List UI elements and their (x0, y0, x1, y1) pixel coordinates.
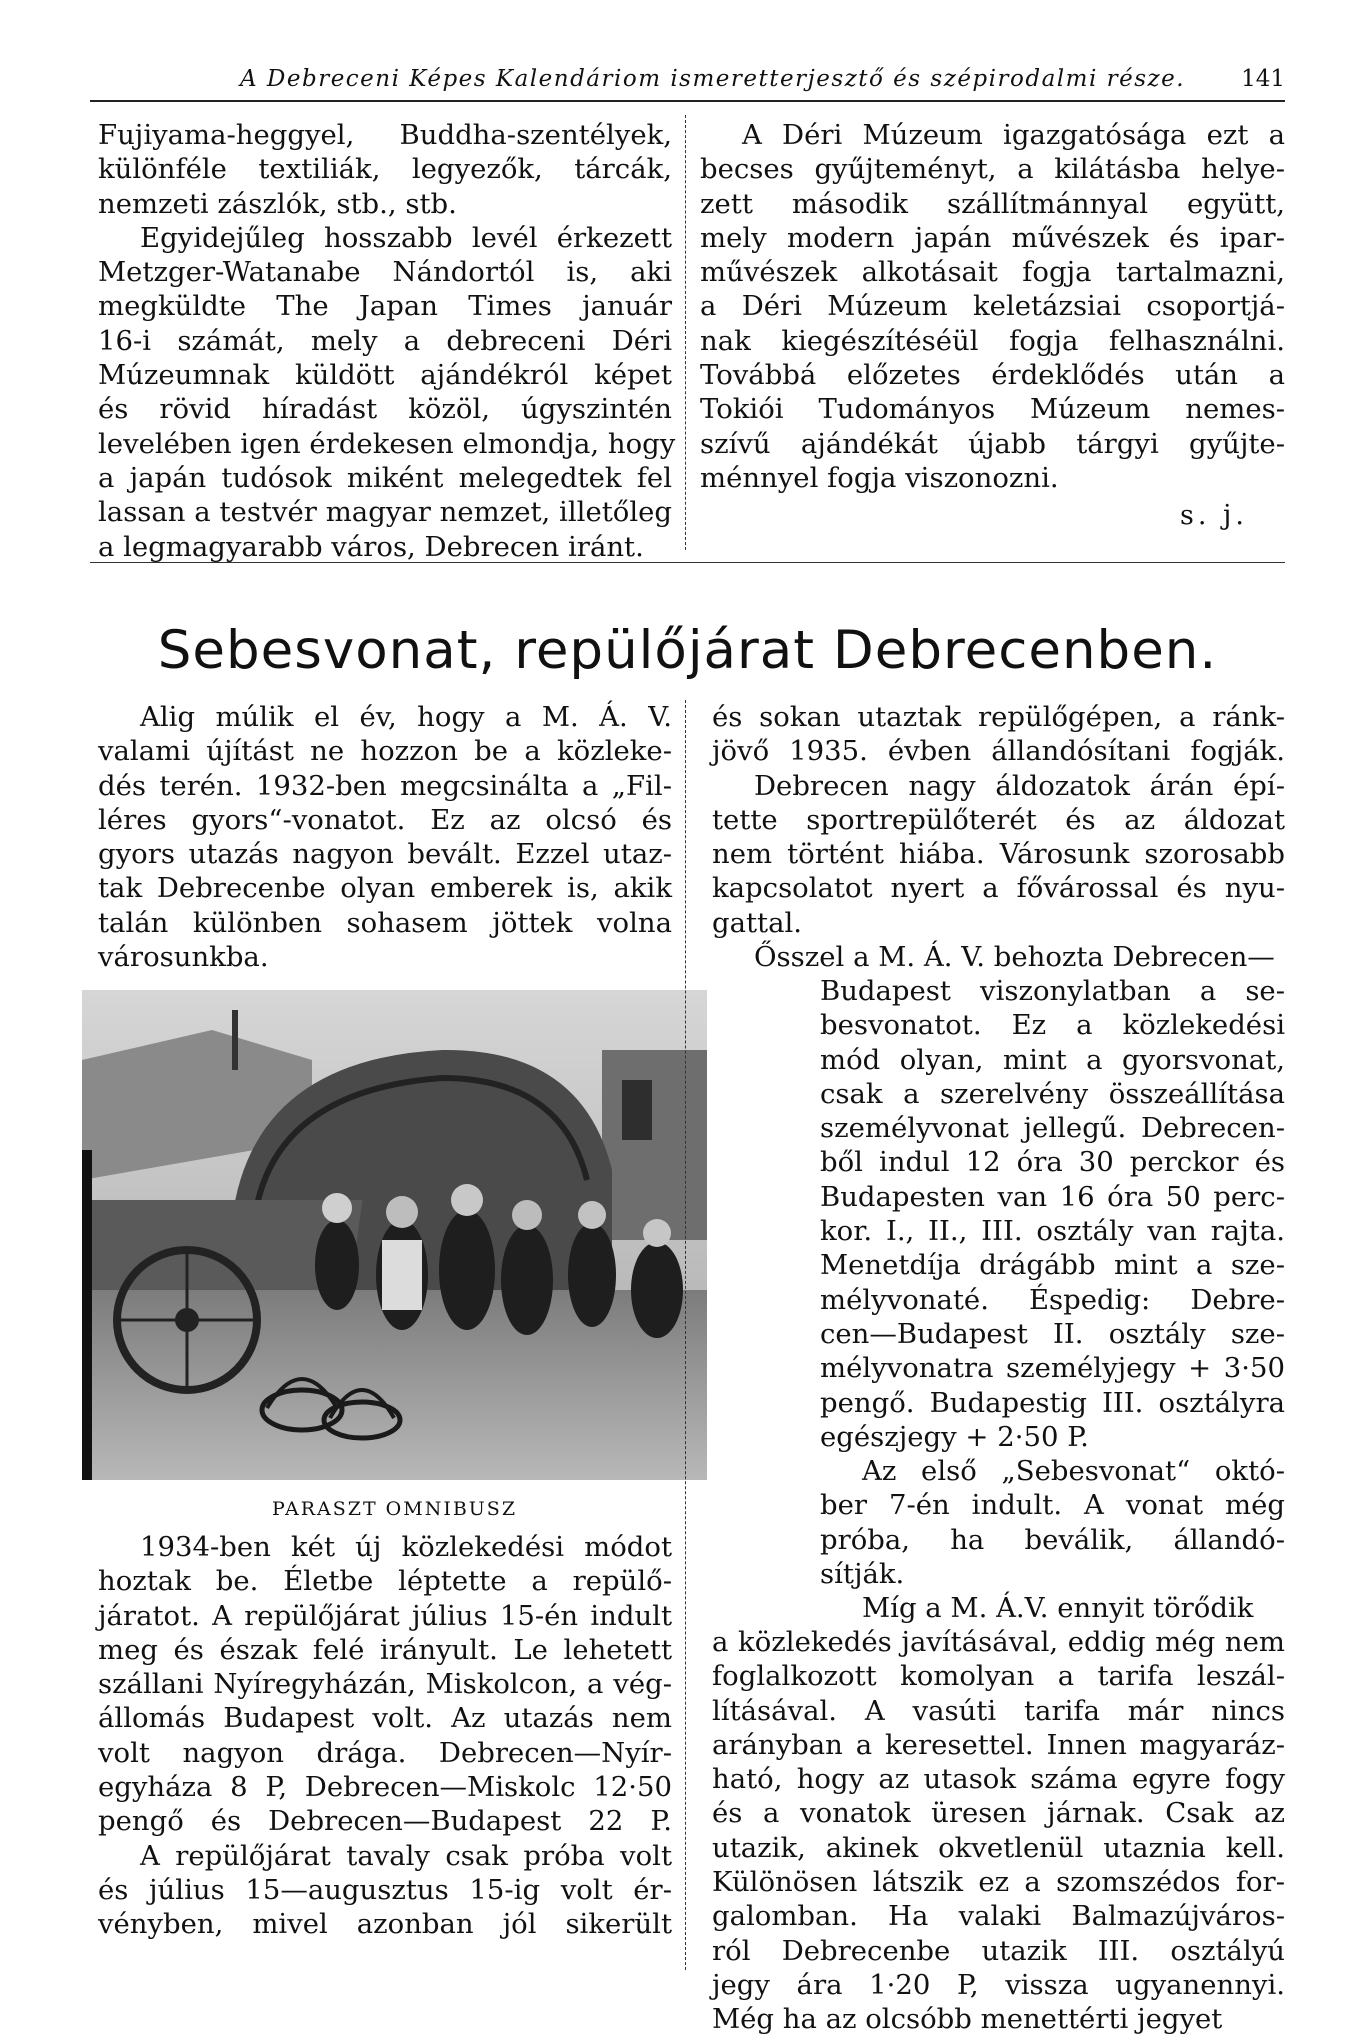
text-line: Debrecen nagy áldozatok árán épí- (754, 769, 1285, 802)
text-line: és rövid híradást közöl, úgyszintén (98, 393, 672, 426)
text-line: nemzeti zászlók, stb., stb. (98, 187, 457, 220)
text-line: cen—Budapest II. osztály sze- (820, 1317, 1285, 1350)
running-header (90, 60, 1285, 102)
photo-caption: PARASZT OMNIBUSZ (271, 1498, 518, 1520)
text-line: a Déri Múzeum keletázsiai csoportjá- (700, 290, 1285, 323)
text-line: és július 15—augusztus 15-ig volt ér- (98, 1873, 672, 1906)
text-line: levelében igen érdekesen elmondja, hogy (98, 427, 676, 460)
text-line: arányban a keresettel. Innen magyaráz- (712, 1728, 1285, 1761)
text-line: művészek alkotásait fogja tartalmazni, (700, 256, 1285, 289)
text-line: pengő. Budapestig III. osztályra (820, 1386, 1285, 1419)
text-line: ról Debrecenbe utazik III. osztályú (712, 1934, 1285, 1967)
text-line: szállani Nyíregyházán, Miskolcon, a vég- (98, 1668, 672, 1701)
text-line: dés terén. 1932-ben megcsinálta a „Fil- (98, 769, 672, 802)
text-line: Különösen látszik ez a szomszédos for- (712, 1866, 1285, 1899)
text-line: a közlekedés javításával, eddig még nem (712, 1626, 1285, 1658)
text-line: és a vonatok üresen járnak. Csak az (712, 1797, 1285, 1830)
text-line: Budapest viszonylatban a se- (820, 975, 1285, 1007)
text-line: lassan a testvér magyar nemzet, illetőleg (98, 496, 672, 529)
text-line: 16-i számát, mely a debreceni Déri (98, 324, 672, 357)
text-line: városunkba. (98, 941, 269, 974)
top-right-column (700, 118, 1285, 495)
top-left-column (98, 118, 676, 564)
text-line: kor. I., II., III. osztály van rajta. (820, 1215, 1285, 1248)
text-line: volt nagyon drága. Debrecen—Nyír- (98, 1736, 672, 1769)
text-line: Metzger-Watanabe Nándortól is, aki (98, 256, 672, 289)
text-line: mely modern japán művészek és ipar- (700, 221, 1285, 254)
text-line: sítják. (820, 1558, 905, 1591)
text-line: mélyvonatra személyjegy + 3·50 (820, 1352, 1285, 1385)
text-line: foglalkozott komolyan a tarifa leszál- (712, 1660, 1285, 1693)
photo-illustration (82, 990, 707, 1480)
text-line: tette sportrepülőterét és az áldozat (712, 803, 1285, 836)
text-line: zett második szállítmánnyal együtt, (700, 187, 1285, 220)
text-line: próba, ha beválik, állandó- (820, 1523, 1285, 1556)
text-line: járatot. A repülőjárat július 15-én indult (98, 1599, 672, 1632)
text-line: utazik, akinek okvetlenül utaznia kell. (712, 1831, 1285, 1864)
text-line: a japán tudósok miként melegedtek fel (98, 461, 672, 494)
text-line: Alig múlik el év, hogy a M. Á. V. (140, 701, 672, 733)
text-line: megküldte The Japan Times január (98, 290, 672, 323)
article-right-lower (712, 1625, 1285, 2037)
text-line: Egyidejűleg hosszabb levél érkezett (140, 221, 672, 254)
text-line: Múzeumnak küldött ajándékról képet (98, 359, 672, 392)
text-line: vényben, mivel azonban jól sikerült (98, 1908, 672, 1941)
text-line: tak Debrecenbe olyan emberek is, akik (98, 872, 672, 905)
text-line: a legmagyarabb város, Debrecen iránt. (98, 530, 644, 563)
text-line: A repülőjárat tavaly csak próba volt (140, 1839, 672, 1872)
text-line: meg és észak felé irányult. Le lehetett (98, 1633, 672, 1666)
text-line: Menetdíja drágább mint a sze- (820, 1249, 1285, 1282)
text-line: Továbbá előzetes érdeklődés után a (700, 359, 1285, 392)
text-line: kapcsolatot nyert a fővárossal és nyu- (712, 872, 1285, 905)
text-line: nem történt hiába. Városunk szorosabb (712, 838, 1285, 871)
article-left-continuation (98, 1530, 672, 1942)
text-line: valami újítást ne hozzon be a közleke- (98, 735, 672, 768)
text-line: ménnyel fogja viszonozni. (700, 461, 1059, 494)
text-line: gattal. (712, 906, 803, 939)
text-line: és sokan utaztak repülőgépen, a ránk- (712, 701, 1285, 733)
text-line: csak a szerelvény összeállítása (820, 1077, 1285, 1110)
text-line: léres gyors“-vonatot. Ez az olcsó és (98, 803, 672, 836)
text-line: nak kiegészítéséül fogja felhasználni. (700, 324, 1285, 357)
text-line: Ősszel a M. Á. V. behozta Debrecen— (754, 941, 1275, 974)
text-line: pengő és Debrecen—Budapest 22 P. (98, 1805, 672, 1838)
text-line: jövő 1935. évben állandósítani fogják. (712, 735, 1285, 768)
text-line: Míg a M. Á.V. ennyit törődik (862, 1592, 1254, 1625)
signature: s. j. (1180, 500, 1248, 531)
text-line: becses gyűjteményt, a kilátásba helye- (700, 153, 1285, 186)
text-line: hoztak be. Életbe léptette a repülő- (98, 1565, 672, 1598)
text-line: Az első „Sebesvonat“ októ- (862, 1455, 1285, 1488)
article-right-narrow (820, 974, 1285, 1626)
page-number: 141 (1241, 66, 1285, 92)
text-line: jegy ára 1·20 P, vissza ugyanennyi. (712, 1968, 1285, 2001)
parasztomnibusz-photo (82, 990, 707, 1480)
article-headline: Sebesvonat, repülőjárat Debrecenben. (157, 620, 1218, 681)
text-line: mód olyan, mint a gyorsvonat, (820, 1043, 1285, 1076)
text-line: ber 7-én indult. A vonat még (820, 1489, 1285, 1522)
text-line: ható, hogy az utasok száma egyre fogy (712, 1763, 1285, 1796)
text-line: személyvonat jellegű. Debrecen- (820, 1112, 1285, 1145)
text-line: besvonatot. Ez a közlekedési (820, 1009, 1285, 1042)
text-line: Tokiói Tudományos Múzeum nemes- (700, 393, 1285, 426)
header-title: A Debreceni Képes Kalendáriom ismeretterjesztő és szépirodalmi része. (240, 66, 1186, 92)
text-line: gyors utazás nagyon bevált. Ezzel utaz- (98, 838, 672, 871)
article-left-intro (98, 700, 672, 974)
column-divider-top (685, 115, 686, 550)
text-line: Még ha az olcsóbb menettérti jegyet (712, 2003, 1223, 2036)
text-line: Budapesten van 16 óra 50 perc- (820, 1180, 1285, 1213)
text-line: lításával. A vasúti tarifa már nincs (712, 1694, 1285, 1727)
text-line: állomás Budapest volt. Az utazás nem (98, 1702, 672, 1735)
text-line: szívű ajándékát újabb tárgyi gyűjte- (700, 427, 1285, 460)
text-line: egészjegy + 2·50 P. (820, 1420, 1089, 1453)
text-line: galomban. Ha valaki Balmazújváros- (712, 1900, 1285, 1933)
text-line: Fujiyama-heggyel, Buddha-szentélyek, (98, 119, 672, 151)
text-line: A Déri Múzeum igazgatósága ezt a (742, 119, 1285, 151)
column-divider-article (685, 700, 686, 1970)
text-line: mélyvonaté. Éspedig: Debre- (820, 1283, 1285, 1316)
text-line: egyháza 8 P, Debrecen—Miskolc 12·50 (98, 1771, 672, 1804)
text-line: talán különben sohasem jöttek volna (98, 906, 672, 939)
text-line: különféle textiliák, legyezők, tárcák, (98, 153, 672, 186)
text-line: 1934-ben két új közlekedési módot (140, 1531, 672, 1563)
article-right-upper (712, 700, 1285, 974)
section-divider (90, 562, 1285, 563)
text-line: ből indul 12 óra 30 perckor és (820, 1146, 1285, 1179)
